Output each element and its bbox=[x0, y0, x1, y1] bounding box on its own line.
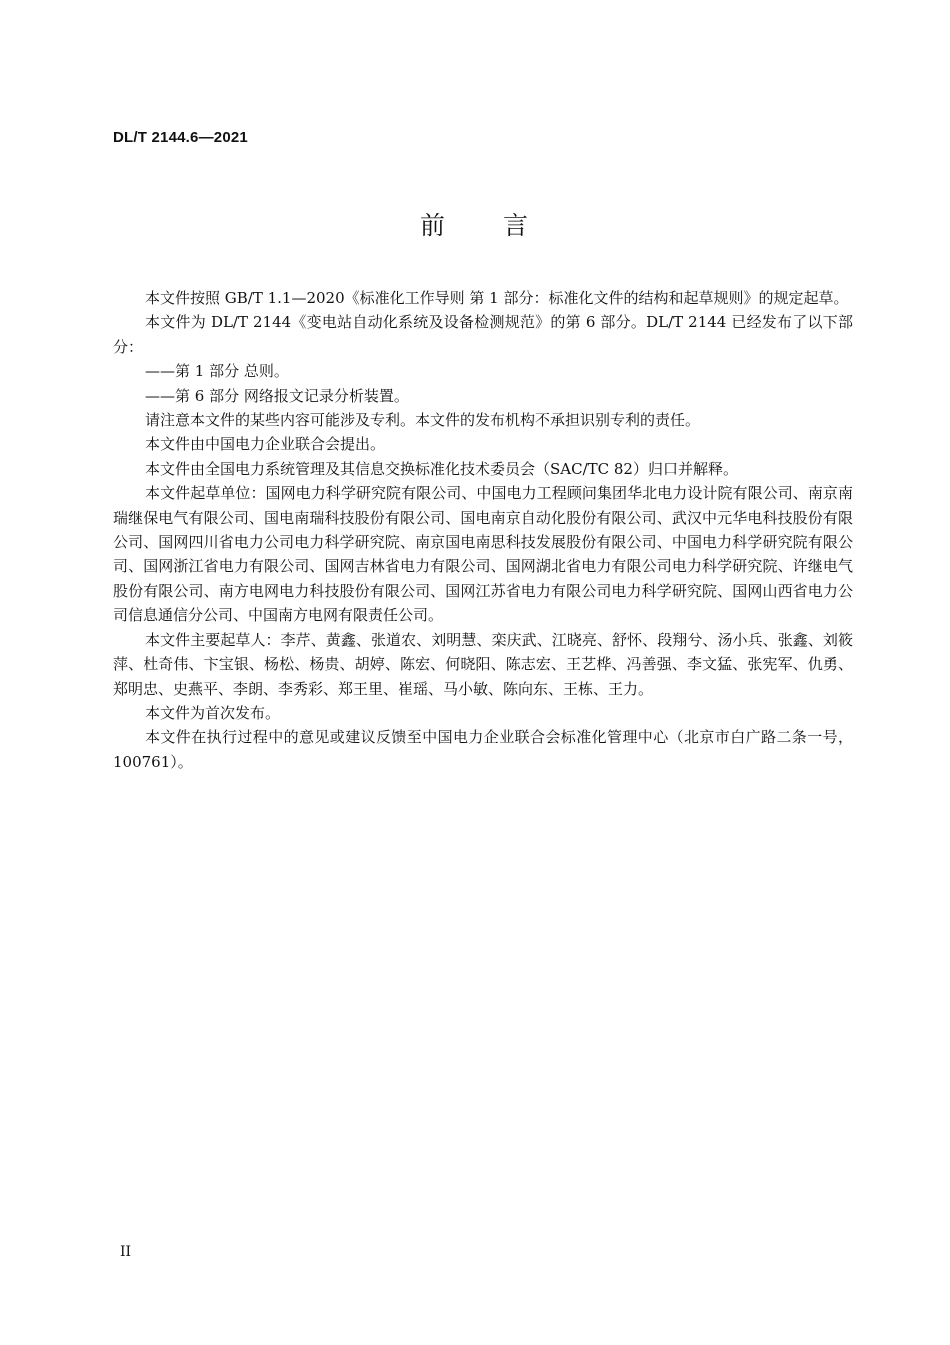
page-number: II bbox=[120, 1244, 132, 1260]
title-char-1: 前 bbox=[419, 211, 447, 240]
foreword-body bbox=[113, 286, 853, 774]
paragraph-drafting-rules: 本文件按照 GB/T 1.1—2020《标准化工作导则 第 1 部分：标准化文件的结构和起草规则》的规定起草。 bbox=[145, 289, 849, 307]
list-item-part-1: ——第 1 部分 总则。 bbox=[145, 362, 289, 381]
paragraph-feedback: 本文件在执行过程中的意见或建议反馈至中国电力企业联合会标准化管理中心（北京市白广路二条一号，100761）。 bbox=[113, 728, 853, 771]
list-item-part-6: ——第 6 部分 网络报文记录分析装置。 bbox=[145, 386, 409, 405]
paragraph-drafting-units: 本文件起草单位：国网电力科学研究院有限公司、中国电力工程顾问集团华北电力设计院有限公司、南京南瑞继保电气有限公司、国电南瑞科技股份有限公司、国电南京自动化股份有限公司、武汉中元华电科技股份有限公司、国网四川省电力公司电力科学研究院、南京国电南思科技发展股份有限公司、中国电力科学研究院有限公司、国网浙江省电力有限公司、国网吉林省电力有限公司、国网湖北省电力有限公司电力科学研究院、许继电气股份有限公司、南方电网电力科技股份有限公司、国网江苏省电力有限公司电力科学研究院、国网山西省电力公司信息通信分公司、中国南方电网有限责任公司。 bbox=[113, 484, 853, 625]
paragraph-first-release: 本文件为首次发布。 bbox=[145, 703, 281, 722]
paragraph-series-info: 本文件为 DL/T 2144《变电站自动化系统及设备检测规范》的第 6 部分。DL/T 2144 已经发布了以下部分： bbox=[113, 313, 853, 356]
paragraph-proposer: 本文件由中国电力企业联合会提出。 bbox=[145, 435, 386, 454]
title-char-2: 言 bbox=[503, 211, 531, 240]
page-title bbox=[0, 206, 950, 242]
document-code: DL/T 2144.6—2021 bbox=[113, 129, 248, 146]
paragraph-patent-notice: 请注意本文件的某些内容可能涉及专利。本文件的发布机构不承担识别专利的责任。 bbox=[145, 411, 701, 430]
paragraph-committee: 本文件由全国电力系统管理及其信息交换标准化技术委员会（SAC/TC 82）归口并解释。 bbox=[145, 459, 738, 478]
paragraph-drafters: 本文件主要起草人：李芹、黄鑫、张道农、刘明慧、栾庆武、江晓亮、舒怀、段翔兮、汤小兵、张鑫、刘筱萍、杜奇伟、卞宝银、杨松、杨贵、胡婷、陈宏、何晓阳、陈志宏、王艺桦、冯善强、李文猛、张宪军、仇勇、郑明忠、史燕平、李朗、李秀彩、郑王里、崔瑶、马小敏、陈向东、王栋、王力。 bbox=[113, 630, 853, 698]
